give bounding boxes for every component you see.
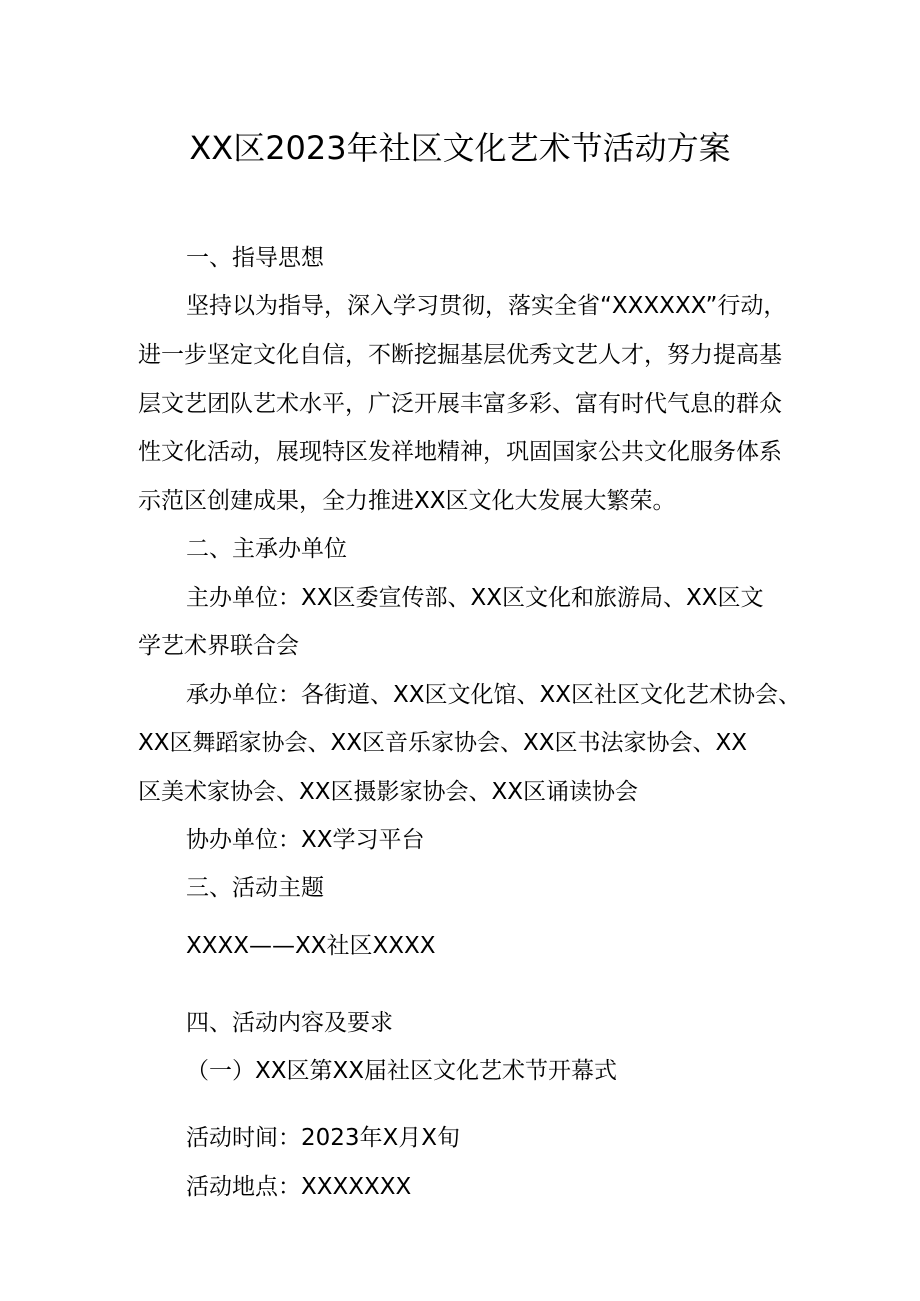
section-heading-theme: 三、活动主题 — [186, 875, 324, 901]
paragraph-line: 协办单位：XX学习平台 — [186, 827, 425, 853]
paragraph-line: 主办单位：XX区委宣传部、XX区文化和旅游局、XX区文 — [186, 585, 764, 611]
section-heading-guiding-ideology: 一、指导思想 — [186, 245, 324, 271]
paragraph-line: 层文艺团队艺术水平，广泛开展丰富多彩、富有时代气息的群众 — [138, 391, 782, 417]
paragraph-line: 承办单位：各街道、XX区文化馆、XX区社区文化艺术协会、 — [186, 682, 802, 708]
paragraph-line: XX区舞蹈家协会、XX区音乐家协会、XX区书法家协会、XX — [138, 730, 748, 756]
paragraph-line: 进一步坚定文化自信，不断挖掘基层优秀文艺人才，努力提高基 — [138, 342, 782, 368]
section-heading-organizers: 二、主承办单位 — [186, 536, 347, 562]
section-heading-activities: 四、活动内容及要求 — [186, 1010, 393, 1036]
document-title: XX区2023年社区文化艺术节活动方案 — [189, 129, 731, 167]
paragraph-line: 性文化活动，展现特区发祥地精神，巩固国家公共文化服务体系 — [138, 439, 782, 465]
activity-time: 活动时间：2023年X月X旬 — [186, 1125, 461, 1151]
activity-location: 活动地点：XXXXXXX — [186, 1174, 412, 1200]
paragraph-line: 示范区创建成果，全力推进XX区文化大发展大繁荣。 — [138, 488, 676, 514]
paragraph-line: 区美术家协会、XX区摄影家协会、XX区诵读协会 — [138, 779, 639, 805]
paragraph-line: 学艺术界联合会 — [138, 633, 299, 659]
paragraph-line: 坚持以为指导，深入学习贯彻，落实全省“XXXXXX”行动， — [186, 293, 787, 319]
subsection-heading-opening: （一）XX区第XX届社区文化艺术节开幕式 — [186, 1058, 618, 1084]
theme-text: XXXX——XX社区XXXX — [186, 933, 436, 959]
